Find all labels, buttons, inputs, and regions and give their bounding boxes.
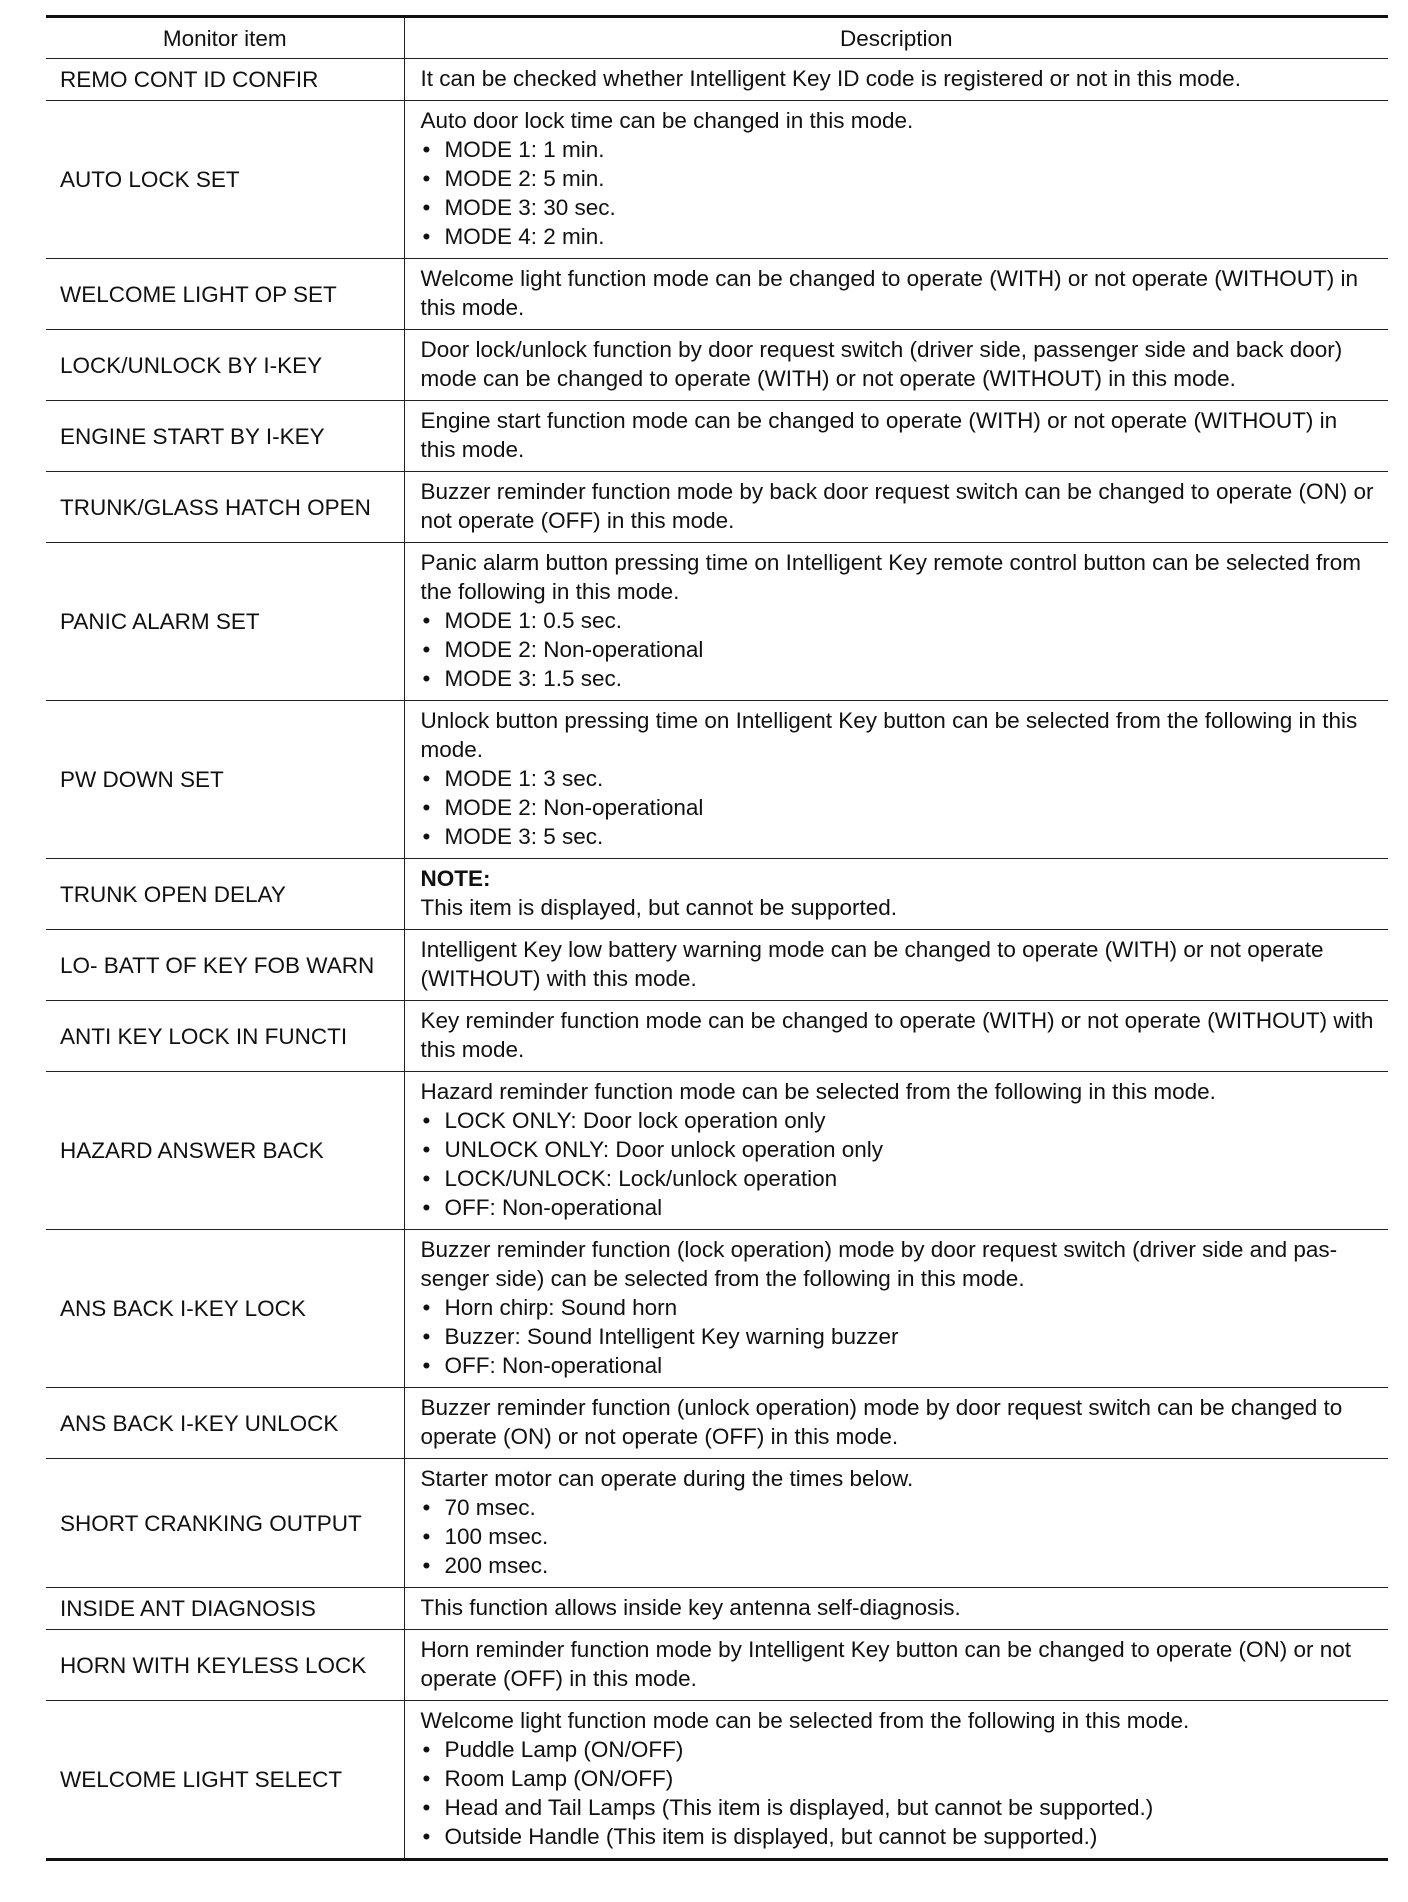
bullet-icon: • [422,1195,431,1220]
option-list [421,764,1375,851]
bullet-icon: • [422,666,431,691]
bullet-icon: • [422,224,431,249]
table-row [46,701,1388,859]
bullet-icon: • [422,1524,431,1549]
description-text: Welcome light function mode can be selected from the following in this mode. [420,1708,1190,1733]
option-text: Buzzer: Sound Intelligent Key warning buzzer [444,1324,899,1349]
monitor-item-cell: WELCOME LIGHT SELECT [46,1701,404,1860]
option-text: MODE 2: Non-operational [444,637,704,662]
option-item [421,606,1375,635]
monitor-item-table [46,15,1388,1861]
note-label: NOTE: [420,866,491,891]
table-row [46,543,1388,701]
option-item [421,822,1375,851]
option-text: Room Lamp (ON/OFF) [444,1766,674,1791]
description-cell [404,330,1388,401]
option-item [421,635,1375,664]
description-text: Buzzer reminder function (lock operation) mode by door request switch (driver side and pas-senger side) can be selected from the following in this mode. [420,1237,1338,1291]
description-text: Intelligent Key low battery warning mode can be changed to operate (WITH) or not operate (WITHOUT) with this mode. [420,937,1324,991]
bullet-icon: • [422,1324,431,1349]
description-cell [404,1459,1388,1588]
header-description: Description [404,17,1388,59]
monitor-item-cell: ANS BACK I-KEY UNLOCK [46,1388,404,1459]
description-cell [404,859,1388,930]
option-text: OFF: Non-operational [444,1195,663,1220]
option-text: MODE 4: 2 min. [444,224,605,249]
option-text: LOCK/UNLOCK: Lock/unlock operation [444,1166,838,1191]
option-item [421,1551,1375,1580]
table-row [46,1588,1388,1630]
monitor-item-cell: ANS BACK I-KEY LOCK [46,1230,404,1388]
bullet-icon: • [422,824,431,849]
bullet-icon: • [422,1553,431,1578]
option-list [421,1293,1375,1380]
option-item [421,1164,1375,1193]
monitor-item-cell: AUTO LOCK SET [46,101,404,259]
description-cell [404,1072,1388,1230]
monitor-item-cell: INSIDE ANT DIAGNOSIS [46,1588,404,1630]
description-text: It can be checked whether Intelligent Key ID code is registered or not in this mode. [420,66,1241,91]
option-list [421,135,1375,251]
description-cell [404,472,1388,543]
bullet-icon: • [422,1137,431,1162]
monitor-item-cell: ANTI KEY LOCK IN FUNCTI [46,1001,404,1072]
description-text: This item is displayed, but cannot be supported. [420,895,898,920]
option-text: LOCK ONLY: Door lock operation only [444,1108,826,1133]
bullet-icon: • [422,608,431,633]
description-text: Buzzer reminder function (unlock operation) mode by door request switch can be changed to operate (ON) or not operate (OFF) in this mode. [420,1395,1343,1449]
table-row [46,1388,1388,1459]
monitor-item-cell: PANIC ALARM SET [46,543,404,701]
monitor-item-cell: LO- BATT OF KEY FOB WARN [46,930,404,1001]
description-cell [404,1388,1388,1459]
option-item [421,1822,1375,1851]
description-text: Hazard reminder function mode can be selected from the following in this mode. [420,1079,1216,1104]
option-item [421,135,1375,164]
option-item [421,1522,1375,1551]
option-text: MODE 1: 3 sec. [444,766,604,791]
bullet-icon: • [422,195,431,220]
table-row [46,1072,1388,1230]
monitor-item-cell: HORN WITH KEYLESS LOCK [46,1630,404,1701]
table-row [46,472,1388,543]
option-item [421,664,1375,693]
bullet-icon: • [422,166,431,191]
option-item [421,764,1375,793]
option-text: MODE 3: 1.5 sec. [444,666,623,691]
bullet-icon: • [422,795,431,820]
option-item [421,1135,1375,1164]
description-text: Key reminder function mode can be changed to operate (WITH) or not operate (WITHOUT) with this mode. [420,1008,1374,1062]
description-cell [404,401,1388,472]
monitor-item-cell: PW DOWN SET [46,701,404,859]
bullet-icon: • [422,1108,431,1133]
description-text: Engine start function mode can be changed to operate (WITH) or not operate (WITHOUT) in this mode. [420,408,1338,462]
monitor-item-cell: LOCK/UNLOCK BY I-KEY [46,330,404,401]
description-text: Door lock/unlock function by door request switch (driver side, passenger side and back door) mode can be changed to operate (WITH) or not operate (WITHOUT) in this mode. [420,337,1343,391]
table-row [46,1230,1388,1388]
description-text: Panic alarm button pressing time on Intelligent Key remote control button can be selected from the following in this mode. [420,550,1362,604]
monitor-item-document [46,15,1388,1861]
monitor-item-cell: TRUNK OPEN DELAY [46,859,404,930]
bullet-icon: • [422,1766,431,1791]
table-row [46,59,1388,101]
option-text: Puddle Lamp (ON/OFF) [444,1737,684,1762]
option-item [421,1735,1375,1764]
monitor-item-cell: ENGINE START BY I-KEY [46,401,404,472]
option-text: UNLOCK ONLY: Door unlock operation only [444,1137,884,1162]
bullet-icon: • [422,766,431,791]
description-cell [404,930,1388,1001]
description-cell [404,543,1388,701]
option-text: MODE 2: Non-operational [444,795,704,820]
table-row [46,930,1388,1001]
table-row [46,1701,1388,1860]
option-item [421,1322,1375,1351]
table-row [46,1459,1388,1588]
option-item [421,1293,1375,1322]
option-text: 100 msec. [444,1524,549,1549]
option-text: OFF: Non-operational [444,1353,663,1378]
bullet-icon: • [422,637,431,662]
option-text: 70 msec. [444,1495,536,1520]
bullet-icon: • [422,1495,431,1520]
monitor-item-cell: HAZARD ANSWER BACK [46,1072,404,1230]
description-cell [404,701,1388,859]
monitor-item-cell: WELCOME LIGHT OP SET [46,259,404,330]
option-text: Outside Handle (This item is displayed, but cannot be supported.) [444,1824,1098,1849]
description-cell [404,1630,1388,1701]
description-text: Horn reminder function mode by Intelligent Key button can be changed to operate (ON) or not operate (OFF) in this mode. [420,1637,1352,1691]
table-header-row [46,17,1388,59]
description-text: Welcome light function mode can be changed to operate (WITH) or not operate (WITHOUT) in this mode. [420,266,1358,320]
description-text: This function allows inside key antenna self-diagnosis. [420,1595,961,1620]
description-cell [404,59,1388,101]
option-item [421,1193,1375,1222]
bullet-icon: • [422,1824,431,1849]
option-item [421,164,1375,193]
monitor-item-cell: REMO CONT ID CONFIR [46,59,404,101]
bullet-icon: • [422,1166,431,1191]
bullet-icon: • [422,1295,431,1320]
bullet-icon: • [422,1353,431,1378]
header-monitor-item: Monitor item [46,17,404,59]
description-cell [404,101,1388,259]
option-list [421,1493,1375,1580]
description-text: Auto door lock time can be changed in this mode. [420,108,914,133]
bullet-icon: • [422,1737,431,1762]
option-item [421,1351,1375,1380]
option-item [421,193,1375,222]
table-row [46,1630,1388,1701]
option-text: Horn chirp: Sound horn [444,1295,678,1320]
description-cell [404,1230,1388,1388]
bullet-icon: • [422,1795,431,1820]
option-text: 200 msec. [444,1553,549,1578]
option-text: Head and Tail Lamps (This item is displayed, but cannot be supported.) [444,1795,1154,1820]
option-item [421,1764,1375,1793]
option-text: MODE 1: 1 min. [444,137,605,162]
option-item [421,1793,1375,1822]
description-cell [404,259,1388,330]
option-item [421,1493,1375,1522]
option-text: MODE 2: 5 min. [444,166,605,191]
table-row [46,859,1388,930]
description-text: Buzzer reminder function mode by back door request switch can be changed to operate (ON) or not operate (OFF) in this mode. [420,479,1374,533]
option-item [421,222,1375,251]
monitor-item-cell: SHORT CRANKING OUTPUT [46,1459,404,1588]
description-cell [404,1001,1388,1072]
table-row [46,101,1388,259]
monitor-item-cell: TRUNK/GLASS HATCH OPEN [46,472,404,543]
description-cell [404,1701,1388,1860]
table-row [46,401,1388,472]
option-list [421,606,1375,693]
option-text: MODE 3: 5 sec. [444,824,604,849]
table-row [46,259,1388,330]
description-cell [404,1588,1388,1630]
table-row [46,330,1388,401]
option-text: MODE 1: 0.5 sec. [444,608,623,633]
table-row [46,1001,1388,1072]
description-text: Unlock button pressing time on Intelligent Key button can be selected from the following in this mode. [420,708,1358,762]
option-list [421,1106,1375,1222]
option-item [421,793,1375,822]
description-text: Starter motor can operate during the times below. [420,1466,914,1491]
bullet-icon: • [422,137,431,162]
option-item [421,1106,1375,1135]
table-body [46,59,1388,1860]
option-text: MODE 3: 30 sec. [444,195,616,220]
option-list [421,1735,1375,1851]
